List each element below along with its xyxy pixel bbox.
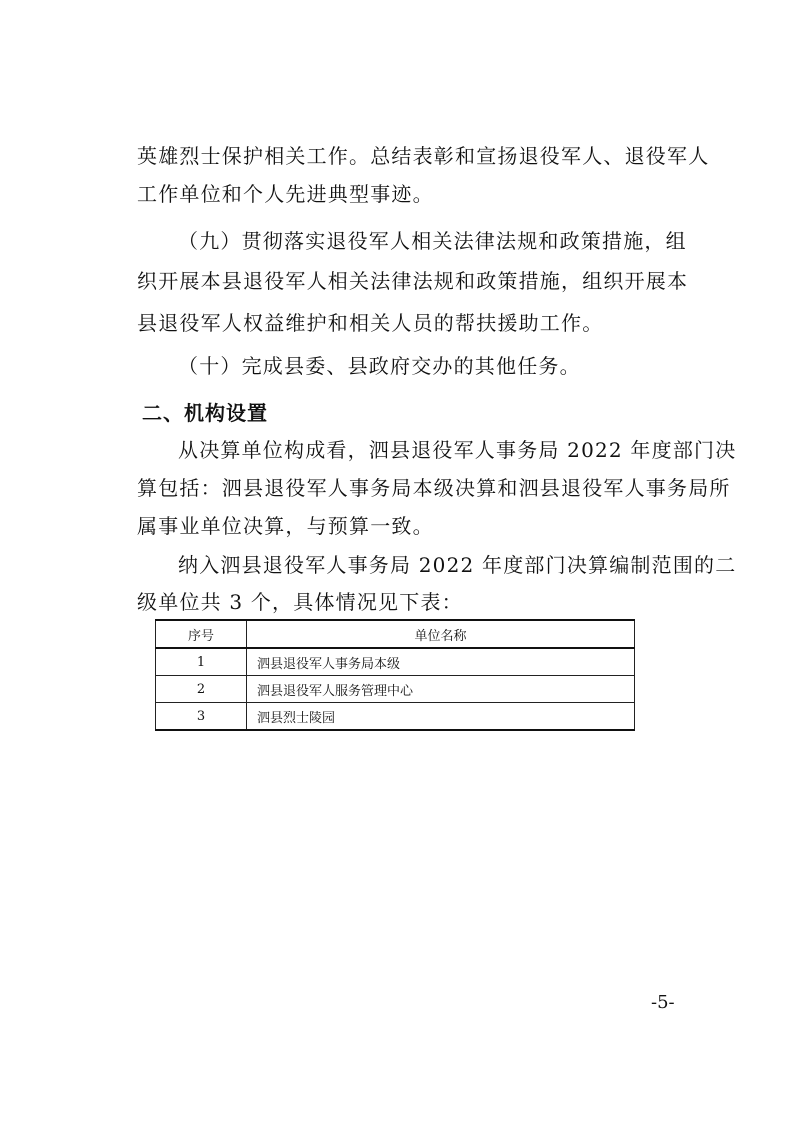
paragraph-line: （十）完成县委、县政府交办的其他任务。	[178, 354, 581, 378]
table-cell-seq: 3	[156, 703, 247, 731]
table-header-unit-name: 单位名称	[247, 620, 635, 648]
paragraph-line: 英雄烈士保护相关工作。总结表彰和宣扬退役军人、退役军人	[137, 144, 710, 168]
table-cell-unit-name: 泗县退役军人事务局本级	[247, 648, 635, 676]
table-row	[156, 648, 635, 676]
paragraph-line: 从决算单位构成看，泗县退役军人事务局 2022 年度部门决	[178, 438, 737, 462]
paragraph-line: 工作单位和个人先进典型事迹。	[137, 182, 434, 206]
table-header-seq: 序号	[156, 620, 247, 648]
table-row	[156, 703, 635, 731]
table-header-row	[156, 620, 635, 648]
paragraph-line: 级单位共 3 个，具体情况见下表：	[137, 590, 463, 614]
paragraph-line: 属事业单位决算，与预算一致。	[137, 514, 434, 538]
page-number: -5-	[651, 992, 675, 1013]
units-table	[155, 619, 635, 731]
table-cell-unit-name: 泗县退役军人服务管理中心	[247, 676, 635, 703]
table-cell-seq: 1	[156, 648, 247, 676]
paragraph-line: 纳入泗县退役军人事务局 2022 年度部门决算编制范围的二	[178, 553, 737, 577]
section-heading: 二、机构设置	[142, 401, 268, 425]
table-cell-seq: 2	[156, 676, 247, 703]
table-cell-unit-name: 泗县烈士陵园	[247, 703, 635, 731]
table-row	[156, 676, 635, 703]
paragraph-line: （九）贯彻落实退役军人相关法律法规和政策措施，组	[178, 229, 687, 253]
paragraph-line: 县退役军人权益维护和相关人员的帮扶援助工作。	[137, 311, 604, 335]
paragraph-line: 织开展本县退役军人相关法律法规和政策措施，组织开展本	[137, 269, 689, 293]
paragraph-line: 算包括：泗县退役军人事务局本级决算和泗县退役军人事务局所	[137, 476, 731, 500]
